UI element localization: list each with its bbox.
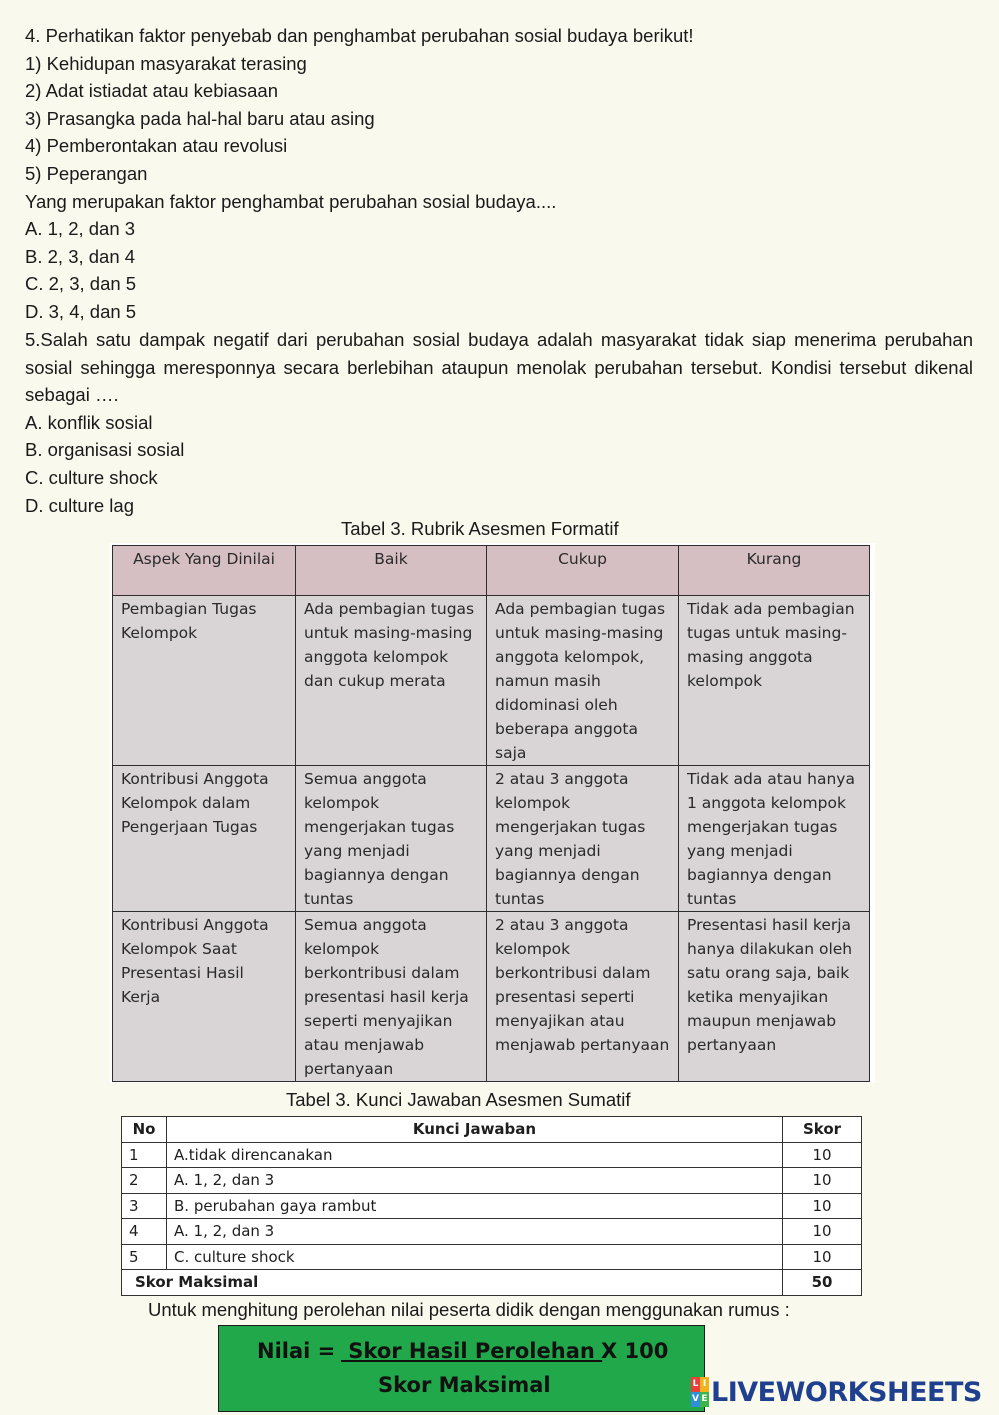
kunci-row xyxy=(122,1193,862,1219)
kunci-total-label: Skor Maksimal xyxy=(122,1270,783,1296)
rubrik-cell: Pembagian Tugas Kelompok xyxy=(113,596,296,766)
rubrik-cell: Ada pembagian tugas untuk masing-masing anggota kelompok dan cukup merata xyxy=(296,596,487,766)
question-4-item-1: 1) Kehidupan masyarakat terasing xyxy=(25,53,307,74)
question-5-option-d[interactable]: D. culture lag xyxy=(25,495,134,516)
rubrik-cell: Presentasi hasil kerja hanya dilakukan oleh satu orang saja, baik ketika menyajikan maupun menjawab pertanyaan xyxy=(679,912,870,1082)
rubrik-cell: Ada pembagian tugas untuk masing-masing anggota kelompok, namun masih didominasi oleh beberapa anggota saja xyxy=(487,596,679,766)
kunci-header-no: No xyxy=(122,1117,167,1143)
rubrik-cell: Tidak ada atau hanya 1 anggota kelompok mengerjakan tugas yang menjadi bagiannya dengan tuntas xyxy=(679,766,870,912)
kunci-score: 10 xyxy=(783,1244,862,1270)
rubrik-row xyxy=(113,596,870,766)
rubrik-row xyxy=(113,766,870,912)
formula-label: Nilai = xyxy=(257,1339,336,1363)
kunci-answer: A. 1, 2, dan 3 xyxy=(167,1219,783,1245)
kunci-score: 10 xyxy=(783,1193,862,1219)
kunci-score: 10 xyxy=(783,1168,862,1194)
question-4-prompt: Yang merupakan faktor penghambat perubahan sosial budaya.... xyxy=(25,191,557,212)
rubrik-header-cukup: Cukup xyxy=(487,546,679,596)
question-4-item-5: 5) Peperangan xyxy=(25,163,148,184)
question-5-option-c[interactable]: C. culture shock xyxy=(25,467,158,488)
formula-multiplier: X 100 xyxy=(601,1339,669,1363)
logo-tile: I xyxy=(700,1377,709,1392)
rubrik-cell: Kontribusi Anggota Kelompok dalam Pengerjaan Tugas xyxy=(113,766,296,912)
kunci-header-skor: Skor xyxy=(783,1117,862,1143)
kunci-header-row xyxy=(122,1117,862,1143)
question-5-option-b[interactable]: B. organisasi sosial xyxy=(25,439,185,460)
kunci-answer: B. perubahan gaya rambut xyxy=(167,1193,783,1219)
kunci-header-jawaban: Kunci Jawaban xyxy=(167,1117,783,1143)
question-4-item-2: 2) Adat istiadat atau kebiasaan xyxy=(25,80,279,101)
liveworksheets-icon xyxy=(691,1377,709,1407)
rubrik-table-frame xyxy=(110,543,875,1083)
rubrik-cell: 2 atau 3 anggota kelompok mengerjakan tugas yang menjadi bagiannya dengan tuntas xyxy=(487,766,679,912)
kunci-answer: A.tidak direncanakan xyxy=(167,1142,783,1168)
liveworksheets-logo[interactable] xyxy=(691,1374,982,1410)
rubrik-table xyxy=(112,545,870,1082)
formula-denominator: Skor Maksimal xyxy=(378,1373,551,1397)
rubrik-cell: Semua anggota kelompok mengerjakan tugas yang menjadi bagiannya dengan tuntas xyxy=(296,766,487,912)
rubrik-row xyxy=(113,912,870,1082)
rubrik-header-kurang: Kurang xyxy=(679,546,870,596)
kunci-score: 10 xyxy=(783,1142,862,1168)
kunci-no: 5 xyxy=(122,1244,167,1270)
formula-intro: Untuk menghitung perolehan nilai peserta didik dengan menggunakan rumus : xyxy=(148,1299,790,1320)
question-4-option-c[interactable]: C. 2, 3, dan 5 xyxy=(25,273,137,294)
liveworksheets-text: LIVEWORKSHEETS xyxy=(711,1376,982,1408)
question-5-option-a[interactable]: A. konflik sosial xyxy=(25,412,153,433)
kunci-no: 2 xyxy=(122,1168,167,1194)
kunci-table xyxy=(121,1116,862,1296)
kunci-row xyxy=(122,1244,862,1270)
logo-tile: L xyxy=(691,1377,700,1392)
question-5-stem: 5.Salah satu dampak negatif dari perubahan sosial budaya adalah masyarakat tidak siap menerima perubahan sosial sehingga meresponnya secara berlebihan ataupun menolak perubahan tersebut. Kondisi tersebut dikenal sebagai …. xyxy=(25,329,973,406)
question-4-option-a[interactable]: A. 1, 2, dan 3 xyxy=(25,218,136,239)
kunci-answer: C. culture shock xyxy=(167,1244,783,1270)
logo-tile: V xyxy=(691,1392,700,1407)
kunci-no: 4 xyxy=(122,1219,167,1245)
question-4-option-d[interactable]: D. 3, 4, dan 5 xyxy=(25,301,137,322)
formula-box xyxy=(218,1325,705,1412)
kunci-total-value: 50 xyxy=(783,1270,862,1296)
rubrik-cell: Semua anggota kelompok berkontribusi dalam presentasi hasil kerja seperti menyajikan atau menjawab pertanyaan xyxy=(296,912,487,1082)
kunci-answer: A. 1, 2, dan 3 xyxy=(167,1168,783,1194)
kunci-row xyxy=(122,1219,862,1245)
kunci-score: 10 xyxy=(783,1219,862,1245)
rubrik-header-baik: Baik xyxy=(296,546,487,596)
rubrik-cell: Kontribusi Anggota Kelompok Saat Presentasi Hasil Kerja xyxy=(113,912,296,1082)
rubrik-header-row xyxy=(113,546,870,596)
rubrik-caption: Tabel 3. Rubrik Asesmen Formatif xyxy=(341,518,619,539)
question-4-stem: 4. Perhatikan faktor penyebab dan penghambat perubahan sosial budaya berikut! xyxy=(25,25,694,46)
logo-tile: E xyxy=(700,1392,709,1407)
kunci-no: 1 xyxy=(122,1142,167,1168)
kunci-no: 3 xyxy=(122,1193,167,1219)
kunci-row xyxy=(122,1168,862,1194)
kunci-total-row xyxy=(122,1270,862,1296)
question-4-item-4: 4) Pemberontakan atau revolusi xyxy=(25,135,288,156)
question-4-option-b[interactable]: B. 2, 3, dan 4 xyxy=(25,246,136,267)
kunci-row xyxy=(122,1142,862,1168)
rubrik-header-aspek: Aspek Yang Dinilai xyxy=(113,546,296,596)
question-4-item-3: 3) Prasangka pada hal-hal baru atau asing xyxy=(25,108,375,129)
rubrik-cell: Tidak ada pembagian tugas untuk masing-masing anggota kelompok xyxy=(679,596,870,766)
rubrik-cell: 2 atau 3 anggota kelompok berkontribusi dalam presentasi seperti menyajikan atau menjawab pertanyaan xyxy=(487,912,679,1082)
kunci-caption: Tabel 3. Kunci Jawaban Asesmen Sumatif xyxy=(286,1089,631,1110)
formula-numerator: Skor Hasil Perolehan xyxy=(341,1339,603,1363)
